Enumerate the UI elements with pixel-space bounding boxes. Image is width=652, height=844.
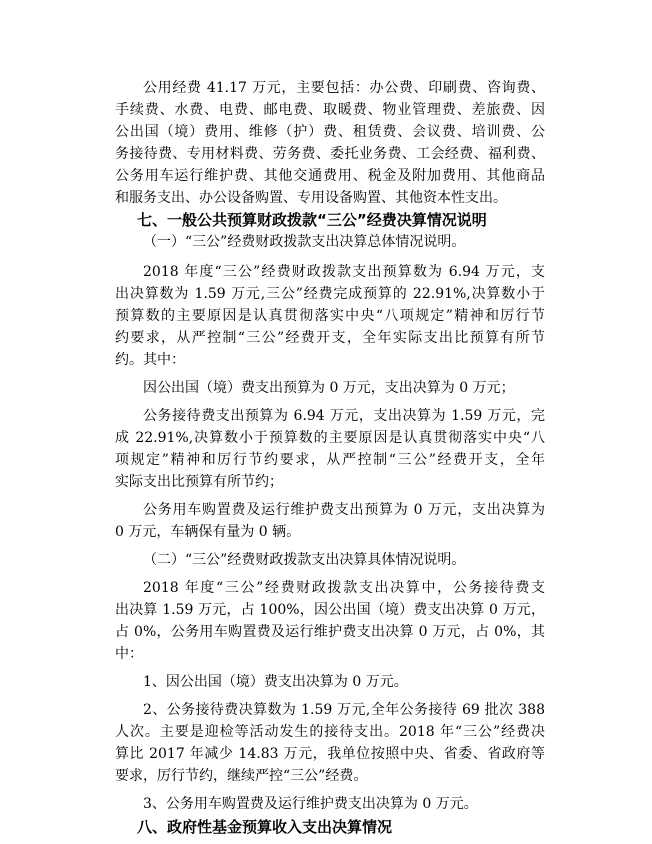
paragraph-line: 务接待费、专用材料费、劳务费、委托业务费、工会经费、福利费、 xyxy=(115,146,545,162)
paragraph-line: 要求，厉行节约，继续严控“三公”经费。 xyxy=(115,768,368,784)
paragraph-line: 预算数的主要原因是认真贯彻落实中央“八项规定”精神和厉行节 xyxy=(115,308,545,324)
paragraph-line: 约。其中： xyxy=(115,352,185,368)
paragraph-line: 公务接待费支出预算为 6.94 万元，支出决算为 1.59 万元，完 xyxy=(143,408,545,424)
paragraph-line: 出决算数为 1.59 万元,三公”经费完成预算的 22.91%,决算数小于 xyxy=(115,286,545,302)
paragraph-line: 0 万元，车辆保有量为 0 辆。 xyxy=(115,524,301,540)
paragraph-line: 约要求，从严控制“三公”经费开支，全年实际支出比预算有所节 xyxy=(115,330,545,346)
paragraph-line: 算比 2017 年减少 14.83 万元，我单位按照中央、省委、省政府等 xyxy=(115,746,545,762)
paragraph-line: 项规定”精神和厉行节约要求，从严控制“三公”经费开支，全年 xyxy=(115,452,545,468)
paragraph-line: 人次。主要是迎检等活动发生的接待支出。2018 年“三公”经费决 xyxy=(115,724,545,740)
subsection-heading: （一）“三公”经费财政拨款支出决算总体情况说明。 xyxy=(143,234,466,250)
paragraph-line: 手续费、水费、电费、邮电费、取暖费、物业管理费、差旅费、因 xyxy=(115,102,545,118)
paragraph-line: 公用经费 41.17 万元，主要包括：办公费、印刷费、咨询费、 xyxy=(143,80,545,96)
paragraph-line: 出决算 1.59 万元，占 100%，因公出国（境）费支出决算 0 万元， xyxy=(115,602,545,618)
paragraph-line: 公务用车运行维护费、其他交通费用、税金及附加费用、其他商品 xyxy=(115,168,545,184)
paragraph-line: 2018 年度“三公”经费财政拨款支出预算数为 6.94 万元，支 xyxy=(143,264,545,280)
paragraph-line: 1、因公出国（境）费支出决算为 0 万元。 xyxy=(143,674,408,690)
paragraph-line: 中： xyxy=(115,646,143,662)
paragraph-line: 公务用车购置费及运行维护费支出预算为 0 万元，支出决算为 xyxy=(143,502,545,518)
paragraph-line: 公出国（境）费用、维修（护）费、租赁费、会议费、培训费、公 xyxy=(115,124,545,140)
paragraph-line: 占 0%，公务用车购置费及运行维护费支出决算 0 万元，占 0%，其 xyxy=(115,624,545,640)
section-heading-8: 八、政府性基金预算收入支出决算情况 xyxy=(137,818,393,836)
section-heading-7: 七、一般公共预算财政拨款“三公”经费决算情况说明 xyxy=(137,211,487,229)
paragraph-line: 3、公务用车购置费及运行维护费支出决算为 0 万元。 xyxy=(143,796,478,812)
paragraph-line: 2018 年度“三公”经费财政拨款支出决算中，公务接待费支 xyxy=(143,580,545,596)
paragraph-line: 2、公务接待费决算数为 1.59 万元,全年公务接待 69 批次 388 xyxy=(143,702,545,718)
paragraph-line: 成 22.91%,决算数小于预算数的主要原因是认真贯彻落实中央“八 xyxy=(115,430,545,446)
subsection-heading: （二）“三公”经费财政拨款支出决算具体情况说明。 xyxy=(143,552,466,568)
paragraph-line: 因公出国（境）费支出预算为 0 万元，支出决算为 0 万元； xyxy=(143,380,515,396)
paragraph-line: 实际支出比预算有所节约； xyxy=(115,474,283,490)
paragraph-line: 和服务支出、办公设备购置、专用设备购置、其他资本性支出。 xyxy=(115,190,507,206)
